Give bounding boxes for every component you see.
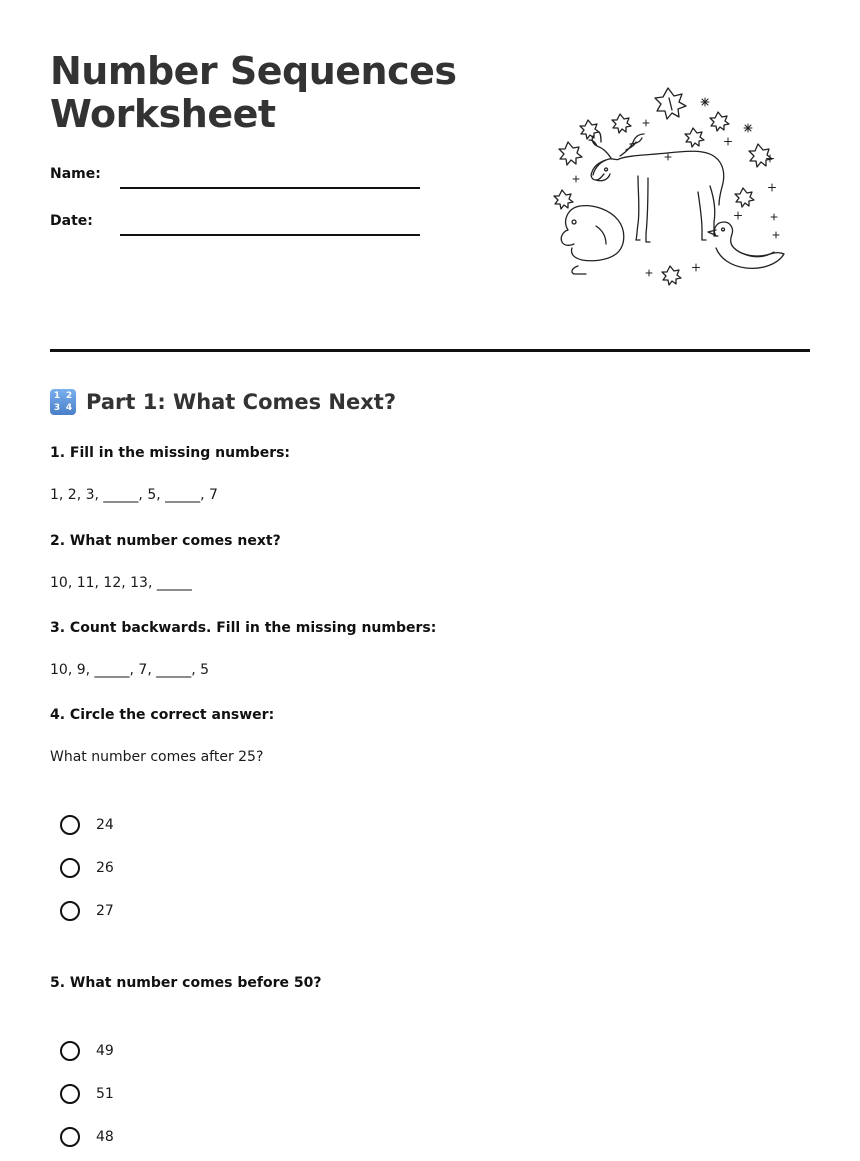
leaf-icon: [749, 144, 772, 167]
input-numbers-icon: [50, 389, 76, 415]
option-label: 51: [96, 1086, 114, 1102]
name-label: Name:: [50, 166, 101, 182]
leaf-icon: [612, 114, 631, 133]
badge-digit: 4: [65, 403, 73, 413]
option-label: 27: [96, 903, 114, 919]
woodland-animals-illustration: [548, 80, 798, 290]
radio-button[interactable]: [60, 901, 80, 921]
option-label: 49: [96, 1043, 114, 1059]
leaf-icon: [735, 188, 754, 207]
radio-button[interactable]: [60, 1084, 80, 1104]
leaf-icon: [655, 88, 686, 119]
leaf-icon: [554, 190, 573, 209]
leaf-icon: [662, 266, 681, 285]
question-4-label: 4. Circle the correct answer:: [50, 707, 275, 723]
part1-heading: [50, 389, 396, 415]
radio-button[interactable]: [60, 1041, 80, 1061]
option-label: 24: [96, 817, 114, 833]
leaf-icon: [559, 142, 582, 165]
question-2-sequence: 10, 11, 12, 13, _____: [50, 575, 192, 591]
duck-illustration: [708, 222, 784, 268]
page-title: [50, 50, 470, 136]
snowflake-icon: [573, 98, 779, 276]
title-line-1: Number Sequences: [50, 49, 457, 93]
question-1-label: 1. Fill in the missing numbers:: [50, 445, 291, 461]
question-1-sequence: 1, 2, 3, _____, 5, _____, 7: [50, 487, 218, 503]
question-5-option[interactable]: [60, 1084, 114, 1104]
leaf-icon: [580, 120, 599, 139]
option-label: 48: [96, 1129, 114, 1145]
badge-digit: 3: [53, 403, 61, 413]
beaver-illustration: [561, 206, 624, 274]
option-label: 26: [96, 860, 114, 876]
date-label: Date:: [50, 213, 93, 229]
radio-button[interactable]: [60, 1127, 80, 1147]
leaf-icon: [710, 112, 729, 131]
radio-button[interactable]: [60, 858, 80, 878]
date-field[interactable]: [120, 234, 420, 236]
section-divider: [50, 349, 810, 352]
name-field[interactable]: [120, 187, 420, 189]
part1-title: Part 1: What Comes Next?: [86, 390, 397, 414]
question-3-label: 3. Count backwards. Fill in the missing numbers:: [50, 620, 437, 636]
question-3-sequence: 10, 9, _____, 7, _____, 5: [50, 662, 210, 678]
question-5-option[interactable]: [60, 1041, 114, 1061]
moose-illustration: [589, 132, 724, 242]
leaf-icon: [685, 128, 704, 147]
radio-button[interactable]: [60, 815, 80, 835]
question-5-option[interactable]: [60, 1127, 114, 1147]
question-4-option[interactable]: [60, 815, 114, 835]
badge-digit: 1: [53, 391, 61, 401]
badge-digit: 2: [65, 391, 73, 401]
question-2-label: 2. What number comes next?: [50, 533, 281, 549]
question-4-prompt: What number comes after 25?: [50, 749, 264, 765]
question-5-label: 5. What number comes before 50?: [50, 975, 322, 991]
question-4-option[interactable]: [60, 901, 114, 921]
title-line-2: Worksheet: [50, 92, 276, 136]
question-4-option[interactable]: [60, 858, 114, 878]
